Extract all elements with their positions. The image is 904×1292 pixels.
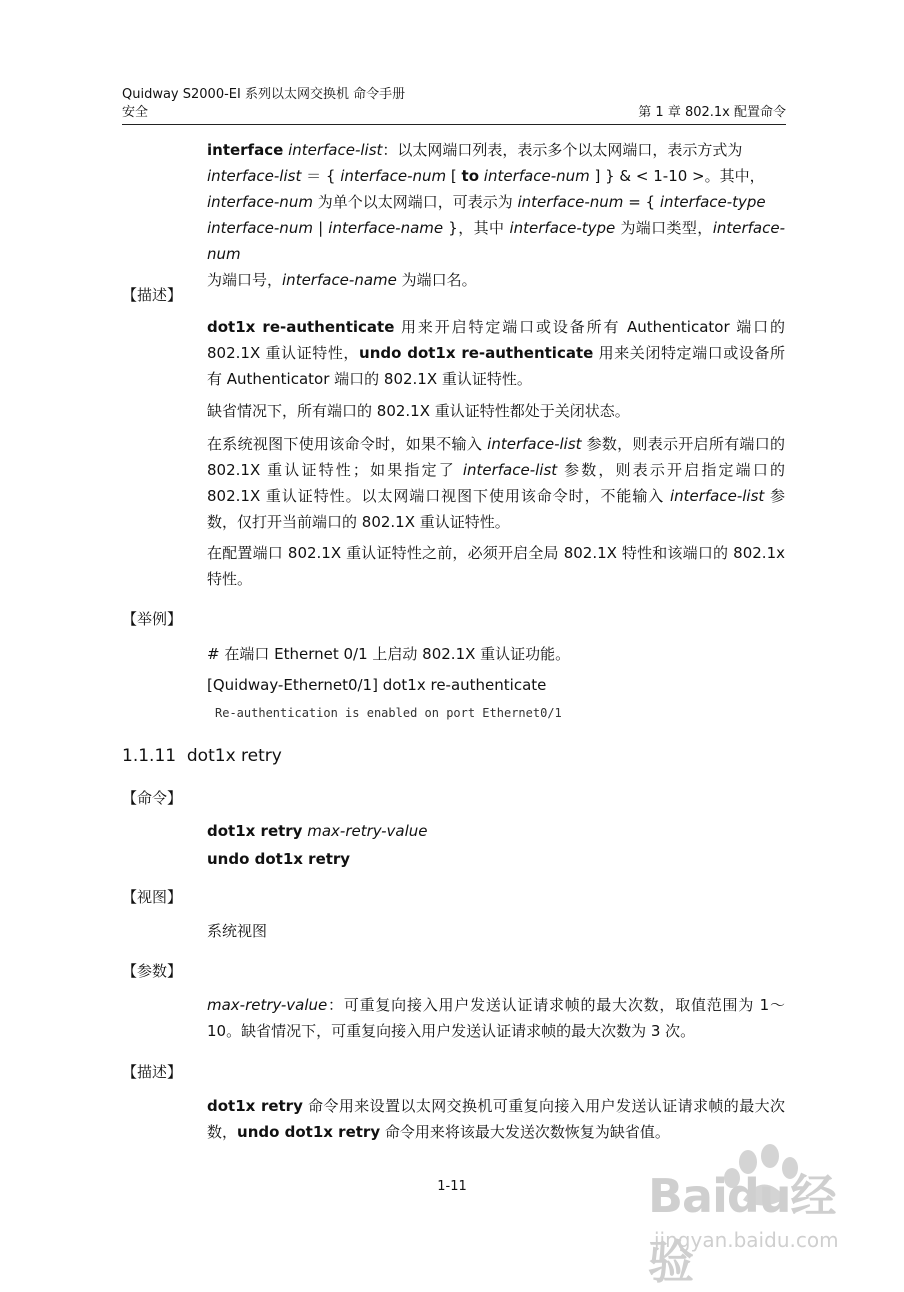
example-output: Re-authentication is enabled on port Ethernet0/1 bbox=[215, 706, 562, 720]
header-chapter: 第 1 章 802.1x 配置命令 bbox=[638, 105, 786, 120]
text: 为端口类型， bbox=[615, 219, 713, 237]
arg: interface-list bbox=[669, 487, 765, 505]
text: 为端口名。 bbox=[396, 271, 477, 289]
param-interface-list bbox=[207, 137, 785, 293]
desc1-paragraph-1 bbox=[207, 314, 785, 392]
arg: interface-type bbox=[659, 193, 766, 211]
tag-view: 【视图】 bbox=[122, 888, 183, 906]
text: 参数，仅打开当前端口的 802.1X 重认证特性。 bbox=[207, 487, 785, 531]
arg: interface-type bbox=[509, 219, 616, 237]
section-heading bbox=[122, 744, 282, 768]
kw: dot1x retry bbox=[207, 822, 303, 840]
arg: interface-num bbox=[207, 193, 313, 211]
text: ：以太网端口列表，表示多个以太网端口，表示方式为 bbox=[382, 141, 743, 159]
arg: interface-num bbox=[483, 167, 590, 185]
kw: dot1x retry bbox=[207, 1097, 303, 1115]
command-syntax-1 bbox=[207, 818, 785, 844]
arg: interface-list bbox=[487, 435, 582, 453]
kw: undo dot1x retry bbox=[237, 1123, 381, 1141]
arg: max-retry-value bbox=[207, 996, 328, 1014]
view-text: 系统视图 bbox=[207, 922, 268, 940]
text: 为端口号， bbox=[207, 271, 283, 289]
watermark-logo: Baidu经验 bbox=[648, 1169, 836, 1289]
text: 命令用来将该最大发送次数恢复为缺省值。 bbox=[380, 1123, 670, 1141]
arg: interface-num bbox=[207, 219, 313, 237]
arg: interface-num bbox=[340, 167, 447, 185]
watermark-url: jingyan.baidu.com bbox=[654, 1228, 839, 1252]
arg: interface-list bbox=[462, 461, 558, 479]
text: 为单个以太网端口，可表示为 bbox=[312, 193, 518, 211]
text: 用来关闭特定端口或设备所有 Authenticator 端口的 802.1X 重认证特性。 bbox=[207, 344, 785, 388]
text: | bbox=[312, 219, 329, 237]
kw: dot1x re-authenticate bbox=[207, 318, 395, 336]
kw-interface: interface bbox=[207, 141, 284, 159]
header-rule bbox=[122, 124, 786, 125]
arg-interface-list: interface-list bbox=[288, 141, 383, 159]
arg: interface-num bbox=[207, 219, 785, 263]
baidu-watermark bbox=[640, 1140, 880, 1289]
kw-to: to bbox=[461, 167, 480, 185]
arg: interface-name bbox=[328, 219, 444, 237]
desc1-paragraph-3 bbox=[207, 431, 785, 535]
tag-example: 【举例】 bbox=[122, 610, 183, 628]
section-number: 1.1.11 bbox=[122, 746, 177, 766]
example-command: [Quidway-Ethernet0/1] dot1x re-authenticate bbox=[207, 676, 547, 694]
text: 用来开启特定端口或设备所有 Authenticator 端口的 802.1X 重认证特性， bbox=[207, 318, 785, 362]
tag-command: 【命令】 bbox=[122, 789, 183, 807]
arg: interface-list bbox=[207, 167, 302, 185]
desc1-paragraph-4: 在配置端口 802.1X 重认证特性之前，必须开启全局 802.1X 特性和该端口的 802.1x 特性。 bbox=[207, 544, 785, 588]
page-header bbox=[122, 86, 786, 122]
example-comment: # 在端口 Ethernet 0/1 上启动 802.1X 重认证功能。 bbox=[207, 645, 571, 663]
text: [ bbox=[446, 167, 462, 185]
text: = { bbox=[623, 193, 660, 211]
text: ＝ { bbox=[301, 167, 341, 185]
desc1-paragraph-2: 缺省情况下，所有端口的 802.1X 重认证特性都处于关闭状态。 bbox=[207, 402, 630, 420]
header-doc-title: Quidway S2000-EI 系列以太网交换机 命令手册 bbox=[122, 87, 406, 102]
section-title: dot1x retry bbox=[186, 746, 282, 766]
text: ：可重复向接入用户发送认证请求帧的最大次数，取值范围为 1～10。缺省情况下，可重复向接入用户发送认证请求帧的最大次数为 3 次。 bbox=[207, 996, 785, 1040]
page-number: 1-11 bbox=[437, 1179, 467, 1194]
param-max-retry-value bbox=[207, 992, 785, 1044]
arg: interface-name bbox=[282, 271, 397, 289]
kw: undo dot1x re-authenticate bbox=[359, 344, 594, 362]
text: ] } & < 1-10 >。其中， bbox=[589, 167, 765, 185]
command-syntax-2: undo dot1x retry bbox=[207, 850, 351, 868]
arg: max-retry-value bbox=[307, 822, 428, 840]
text: }，其中 bbox=[443, 219, 510, 237]
tag-description-1: 【描述】 bbox=[122, 286, 183, 304]
text: 在系统视图下使用该命令时，如果不输入 bbox=[207, 435, 488, 453]
text: 参数，则表示开启指定端口的 802.1X 重认证特性。以太网端口视图下使用该命令时，不能输入 bbox=[207, 461, 785, 505]
text: 命令用来设置以太网交换机可重复向接入用户发送认证请求帧的最大次数， bbox=[207, 1097, 785, 1141]
text: 参数，则表示开启所有端口的 802.1X 重认证特性；如果指定了 bbox=[207, 435, 785, 479]
arg: interface-num bbox=[517, 193, 624, 211]
tag-parameters: 【参数】 bbox=[122, 962, 183, 980]
desc2-paragraph bbox=[207, 1093, 785, 1145]
header-section: 安全 bbox=[122, 105, 149, 120]
tag-description-2: 【描述】 bbox=[122, 1063, 183, 1081]
